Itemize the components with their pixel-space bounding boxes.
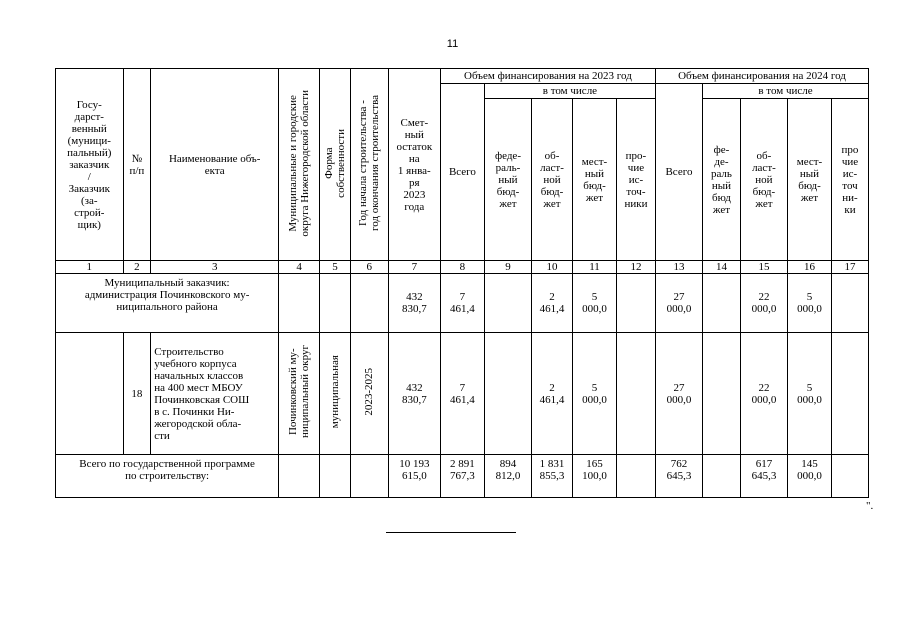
header-district-text: Муниципальные и городские округа Нижегородской области — [287, 89, 312, 237]
header-federal-2023: феде- раль- ный бюд- жет — [484, 99, 531, 261]
column-number: 3 — [151, 261, 279, 274]
column-number: 6 — [350, 261, 388, 274]
column-number: 4 — [279, 261, 320, 274]
object-district — [279, 333, 320, 455]
header-other-2024: про чие ис- точ ни- ки — [832, 99, 869, 261]
total-label: Всего по государственной программе по строительству: — [56, 455, 279, 498]
empty-cell — [832, 333, 869, 455]
column-number: 8 — [440, 261, 484, 274]
header-fin-2023: Объем финансирования на 2023 год — [440, 69, 655, 84]
customer-total-2023: 7 461,4 — [440, 274, 484, 333]
header-federal-2024: фе- де- раль ный бюд жет — [703, 99, 741, 261]
header-incl-2023: в том числе — [484, 84, 655, 99]
empty-cell — [56, 333, 124, 455]
header-ownership — [320, 69, 351, 261]
empty-cell — [279, 455, 320, 498]
empty-cell — [617, 455, 656, 498]
empty-cell — [703, 455, 741, 498]
empty-cell — [484, 274, 531, 333]
customer-regional-2023: 2 461,4 — [532, 274, 573, 333]
empty-cell — [350, 455, 388, 498]
header-object-name: Наименование объ- екта — [151, 69, 279, 261]
column-number-row — [56, 261, 869, 274]
empty-cell — [320, 274, 351, 333]
column-number: 13 — [655, 261, 702, 274]
customer-regional-2024: 22 000,0 — [740, 274, 787, 333]
customer-balance: 432 830,7 — [388, 274, 440, 333]
column-number: 1 — [56, 261, 124, 274]
empty-cell — [320, 455, 351, 498]
header-incl-2024: в том числе — [703, 84, 869, 99]
header-years — [350, 69, 388, 261]
object-total-2023: 7 461,4 — [440, 333, 484, 455]
total-federal-2023: 894 812,0 — [484, 455, 531, 498]
column-number: 12 — [617, 261, 656, 274]
object-local-2023: 5 000,0 — [572, 333, 616, 455]
total-total-2024: 762 645,3 — [655, 455, 702, 498]
column-number: 16 — [787, 261, 831, 274]
empty-cell — [279, 274, 320, 333]
total-balance: 10 193 615,0 — [388, 455, 440, 498]
header-local-2024: мест- ный бюд- жет — [787, 99, 831, 261]
column-number: 2 — [123, 261, 151, 274]
customer-total-2024: 27 000,0 — [655, 274, 702, 333]
total-regional-2024: 617 645,3 — [740, 455, 787, 498]
header-fin-2024: Объем финансирования на 2024 год — [655, 69, 868, 84]
total-total-2023: 2 891 767,3 — [440, 455, 484, 498]
header-row-1 — [56, 69, 869, 84]
empty-cell — [703, 333, 741, 455]
header-total-2024: Всего — [655, 84, 702, 261]
object-name: Строительство учебного корпуса начальных классов на 400 мест МБОУ Починковская СОШ в с. Починки Ни- жегородской обла- сти — [151, 333, 279, 455]
object-balance: 432 830,7 — [388, 333, 440, 455]
empty-cell — [832, 455, 869, 498]
column-number: 14 — [703, 261, 741, 274]
empty-cell — [832, 274, 869, 333]
customer-label: Муниципальный заказчик: администрация Починковского му- ниципального района — [56, 274, 279, 333]
object-ownership-text: муниципальная — [328, 355, 341, 429]
header-district — [279, 69, 320, 261]
financing-table — [55, 68, 869, 498]
customer-local-2023: 5 000,0 — [572, 274, 616, 333]
customer-row — [56, 274, 869, 333]
object-years-text: 2023-2025 — [363, 368, 376, 416]
total-regional-2023: 1 831 855,3 — [532, 455, 573, 498]
total-row — [56, 455, 869, 498]
object-row — [56, 333, 869, 455]
empty-cell — [617, 274, 656, 333]
customer-local-2024: 5 000,0 — [787, 274, 831, 333]
header-balance: Смет- ный остаток на 1 янва- ря 2023 года — [388, 69, 440, 261]
object-ownership — [320, 333, 351, 455]
total-local-2023: 165 100,0 — [572, 455, 616, 498]
column-number: 15 — [740, 261, 787, 274]
total-local-2024: 145 000,0 — [787, 455, 831, 498]
empty-cell — [484, 333, 531, 455]
object-district-text: Починковский му- ниципальный округ — [287, 345, 312, 439]
column-number: 11 — [572, 261, 616, 274]
empty-cell — [703, 274, 741, 333]
header-years-text: Год начала строительства - год окончания строительства — [357, 95, 382, 231]
footer-divider — [386, 532, 516, 533]
object-number: 18 — [123, 333, 151, 455]
empty-cell — [350, 274, 388, 333]
column-number: 10 — [532, 261, 573, 274]
column-number: 7 — [388, 261, 440, 274]
header-total-2023: Всего — [440, 84, 484, 261]
column-number: 17 — [832, 261, 869, 274]
header-local-2023: мест- ный бюд- жет — [572, 99, 616, 261]
header-number: № п/п — [123, 69, 151, 261]
page-number: 11 — [446, 38, 459, 50]
header-ownership-text: Форма собственности — [322, 128, 347, 198]
object-total-2024: 27 000,0 — [655, 333, 702, 455]
object-local-2024: 5 000,0 — [787, 333, 831, 455]
header-regional-2023: об- ласт- ной бюд- жет — [532, 99, 573, 261]
object-regional-2024: 22 000,0 — [740, 333, 787, 455]
header-other-2023: про- чие ис- точ- ники — [617, 99, 656, 261]
column-number: 9 — [484, 261, 531, 274]
header-regional-2024: об- ласт- ной бюд- жет — [740, 99, 787, 261]
empty-cell — [617, 333, 656, 455]
object-regional-2023: 2 461,4 — [532, 333, 573, 455]
header-customer: Госу- дарст- венный (муници- пальный) заказчик / Заказчик (за- строй- щик) — [56, 69, 124, 261]
column-number: 5 — [320, 261, 351, 274]
object-years — [350, 333, 388, 455]
closing-quote-mark: ". — [866, 500, 874, 512]
